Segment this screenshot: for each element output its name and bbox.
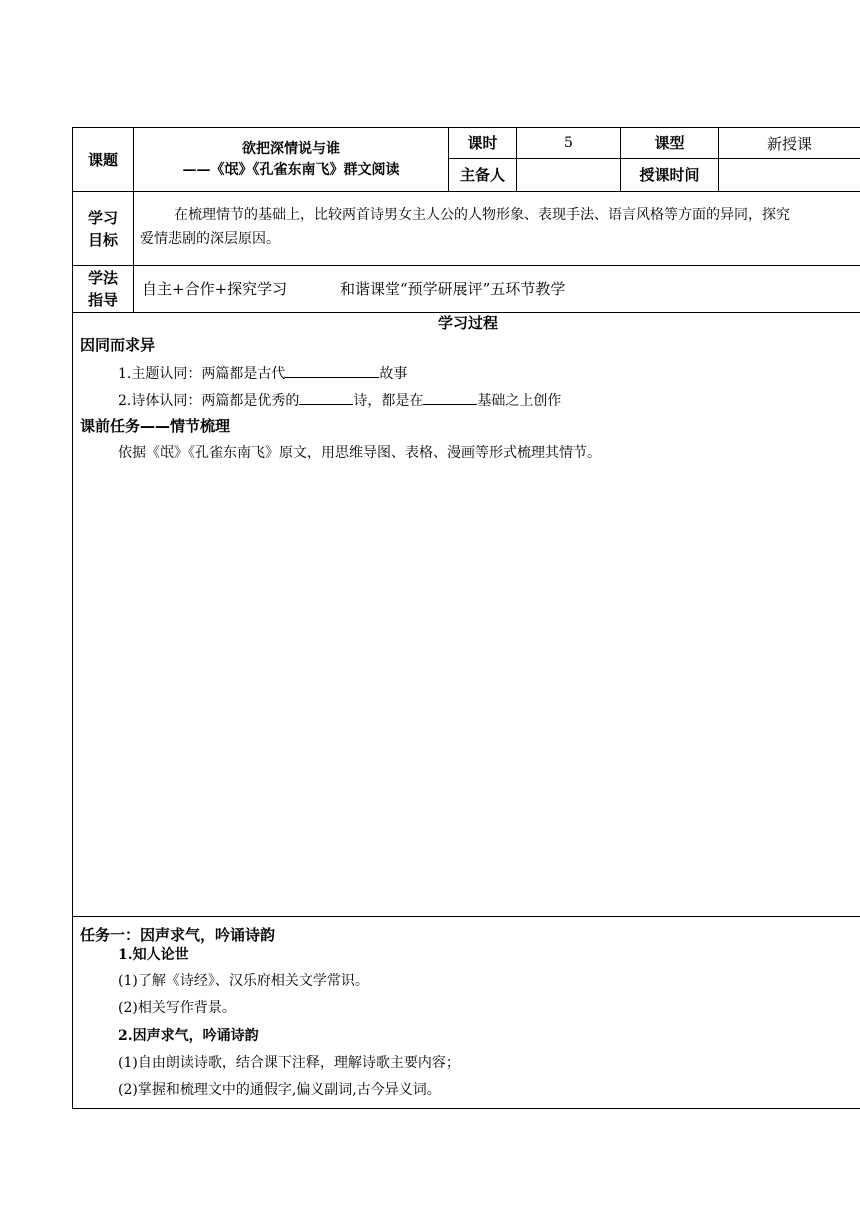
section1-item1-suffix: 故事 [379,366,408,382]
time-value-cell [719,159,860,191]
method-text-b: 和谐课堂“预学研展评”五环节教学 [340,280,566,298]
lead-value-cell [517,159,620,191]
lead-label-cell [449,159,516,191]
type-value: 新授课 [766,134,812,153]
method-label-line1: 学法 [87,269,118,287]
lesson-subtitle: ——《氓》《孔雀东南飞》群文阅读 [182,161,400,178]
section2-heading: 课前任务——情节梳理 [80,417,231,435]
period-label: 课时 [467,134,498,152]
task1-heading: 任务一：因声求气，吟诵诗韵 [80,926,276,944]
fill-blank-3[interactable] [423,389,477,405]
task1-sub2-item1: (1)自由朗读诗歌，结合课下注释，理解诗歌主要内容； [118,1055,460,1071]
section1-item2 [118,389,561,411]
fill-blank-2[interactable] [299,389,353,405]
row-divider-header-bottom [72,191,860,192]
section1-item1 [118,362,407,384]
method-label-cell [73,266,133,312]
period-value-cell [517,128,620,158]
section2-text: 依据《氓》《孔雀东南飞》原文，用思维导图、表格、漫画等形式梳理其情节。 [118,445,601,461]
section1-item2-middle: 诗，都是在 [353,393,424,409]
lesson-title: 欲把深情说与谁 [242,140,340,157]
method-text-a: 自主+合作+探究学习 [142,280,288,298]
section1-item2-suffix: 基础之上创作 [477,393,562,409]
row-divider-process-bottom [72,916,860,917]
task1-sub1: 1.知人论世 [118,947,189,963]
time-label: 授课时间 [639,166,700,184]
task1-sub1-item1: (1)了解《诗经》、汉乐府相关文学常识。 [118,973,369,989]
type-label-cell [621,128,718,158]
topic-label: 课题 [87,150,118,169]
section1-item2-prefix: 2.诗体认同：两篇都是优秀的 [118,393,300,409]
table-border-bottom [72,1108,860,1109]
process-title: 学习过程 [438,314,499,332]
section1-item1-prefix: 1.主题认同：两篇都是古代 [118,366,286,382]
section1-heading: 因同而求异 [80,336,156,354]
lesson-title-cell [134,128,448,191]
objectives-label-line1: 学习 [87,208,118,227]
task1-sub2: 2.因声求气，吟诵诗韵 [118,1028,259,1044]
task1-sub1-item2: (2)相关写作背景。 [118,1000,236,1016]
time-label-cell [621,159,718,191]
type-value-cell [719,128,860,158]
objectives-text-line1: 在梳理情节的基础上，比较两首诗男女主人公的人物形象、表现手法、语言风格等方面的异同，探究 [174,207,790,223]
objectives-text-line2: 爱情悲剧的深层原因。 [140,231,280,247]
method-label-line2: 指导 [87,291,118,309]
lead-label: 主备人 [459,166,505,184]
fill-blank-1[interactable] [285,362,379,378]
task1-sub2-item2: (2)掌握和梳理文中的通假字,偏义副词,古今异义词。 [118,1082,441,1098]
type-label: 课型 [654,134,685,152]
topic-label-cell [73,128,133,191]
objectives-label-cell [73,192,133,265]
period-value: 5 [564,135,573,151]
row-divider-objectives-bottom [72,265,860,266]
period-label-cell [449,128,516,158]
objectives-label-line2: 目标 [87,230,118,249]
